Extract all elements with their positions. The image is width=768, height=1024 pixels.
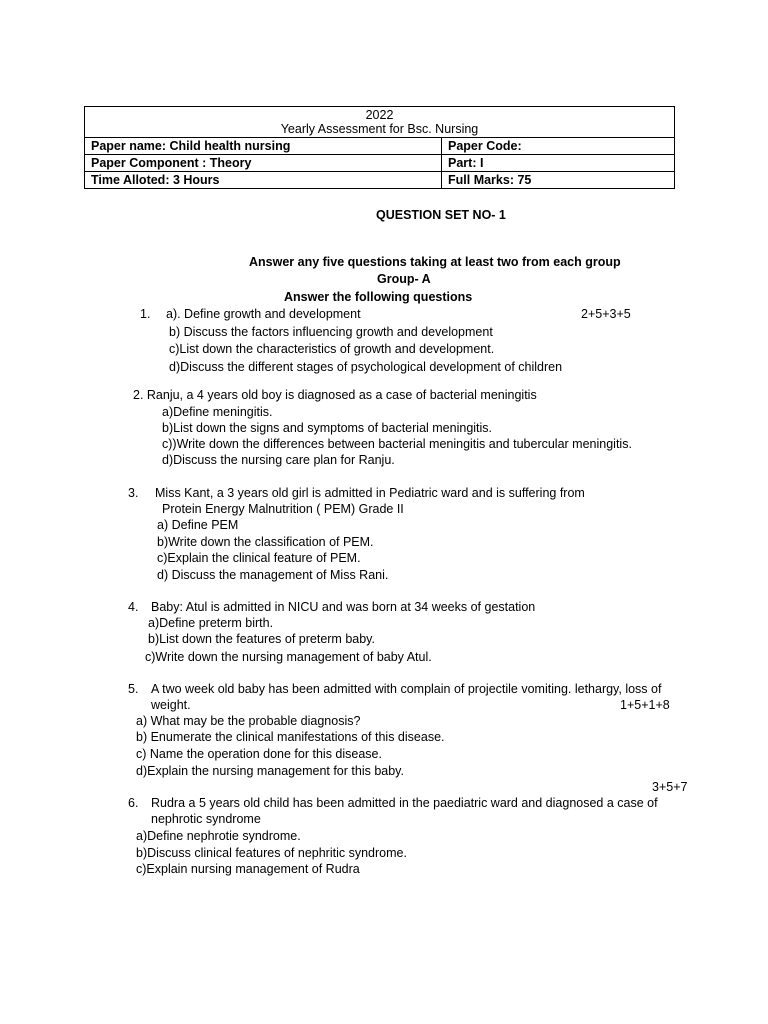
q1-d: d)Discuss the different stages of psychological development of children (169, 360, 563, 374)
header-table (84, 106, 675, 189)
q2-a: a)Define meningitis. (162, 405, 273, 419)
time-alloted: Time Alloted: 3 Hours (85, 172, 442, 189)
group-title: Group- A (377, 272, 431, 286)
q3-d: d) Discuss the management of Miss Rani. (157, 568, 389, 582)
q6-b: b)Discuss clinical features of nephritic syndrome. (136, 846, 407, 860)
q5-d: d)Explain the nursing management for this baby. (136, 764, 404, 778)
q2-c: c))Write down the differences between bacterial meningitis and tubercular meningitis. (162, 437, 632, 451)
q4-a: a)Define preterm birth. (148, 616, 274, 630)
q3-c: c)Explain the clinical feature of PEM. (157, 551, 361, 565)
q1-b: b) Discuss the factors influencing growth and development (169, 325, 493, 339)
sub-instruction: Answer the following questions (284, 290, 473, 304)
q3-a: a) Define PEM (157, 518, 239, 532)
q6-stem-cont: nephrotic syndrome (151, 812, 261, 826)
q1-marks: 2+5+3+5 (581, 307, 631, 321)
q4-b: b)List down the features of preterm baby. (148, 632, 375, 646)
q5-stem-cont: weight. (151, 698, 191, 712)
q3-number: 3. (128, 486, 139, 500)
q5-marks: 1+5+1+8 (620, 698, 670, 712)
q5-c: c) Name the operation done for this disease. (136, 747, 382, 761)
paper-code: Paper Code: (442, 138, 675, 155)
q6-a: a)Define nephrotie syndrome. (136, 829, 301, 843)
part: Part: I (442, 155, 675, 172)
paper-component: Paper Component : Theory (85, 155, 442, 172)
q6-marks: 3+5+7 (652, 780, 688, 794)
q5-a: a) What may be the probable diagnosis? (136, 714, 361, 728)
q2-d: d)Discuss the nursing care plan for Ranju. (162, 453, 395, 467)
question-set: QUESTION SET NO- 1 (376, 208, 506, 222)
instruction: Answer any five questions taking at least two from each group (249, 255, 621, 269)
q6-stem: Rudra a 5 years old child has been admitted in the paediatric ward and diagnosed a case of (151, 796, 658, 810)
header-title-cell (85, 107, 675, 138)
q3-b: b)Write down the classification of PEM. (157, 535, 374, 549)
q5-number: 5. (128, 682, 139, 696)
q1-c: c)List down the characteristics of growth and development. (169, 342, 495, 356)
q5-stem: A two week old baby has been admitted with complain of projectile vomiting. lethargy, loss of (151, 682, 662, 696)
q2-stem: 2. Ranju, a 4 years old boy is diagnosed as a case of bacterial meningitis (133, 388, 537, 402)
q6-number: 6. (128, 796, 139, 810)
q3-stem-cont: Protein Energy Malnutrition ( PEM) Grade II (162, 502, 404, 516)
q6-c: c)Explain nursing management of Rudra (136, 862, 360, 876)
q4-number: 4. (128, 600, 139, 614)
q1-a: a). Define growth and development (166, 307, 361, 321)
q4-c: c)Write down the nursing management of baby Atul. (145, 650, 432, 664)
q5-b: b) Enumerate the clinical manifestations of this disease. (136, 730, 445, 744)
q3-stem: Miss Kant, a 3 years old girl is admitted in Pediatric ward and is suffering from (155, 486, 585, 500)
q1-number: 1. (140, 307, 151, 321)
paper-name: Paper name: Child health nursing (85, 138, 442, 155)
year: 2022 (365, 108, 394, 122)
assessment-title: Yearly Assessment for Bsc. Nursing (280, 122, 479, 136)
q4-stem: Baby: Atul is admitted in NICU and was born at 34 weeks of gestation (151, 600, 536, 614)
q2-b: b)List down the signs and symptoms of bacterial meningitis. (162, 421, 493, 435)
full-marks: Full Marks: 75 (442, 172, 675, 189)
